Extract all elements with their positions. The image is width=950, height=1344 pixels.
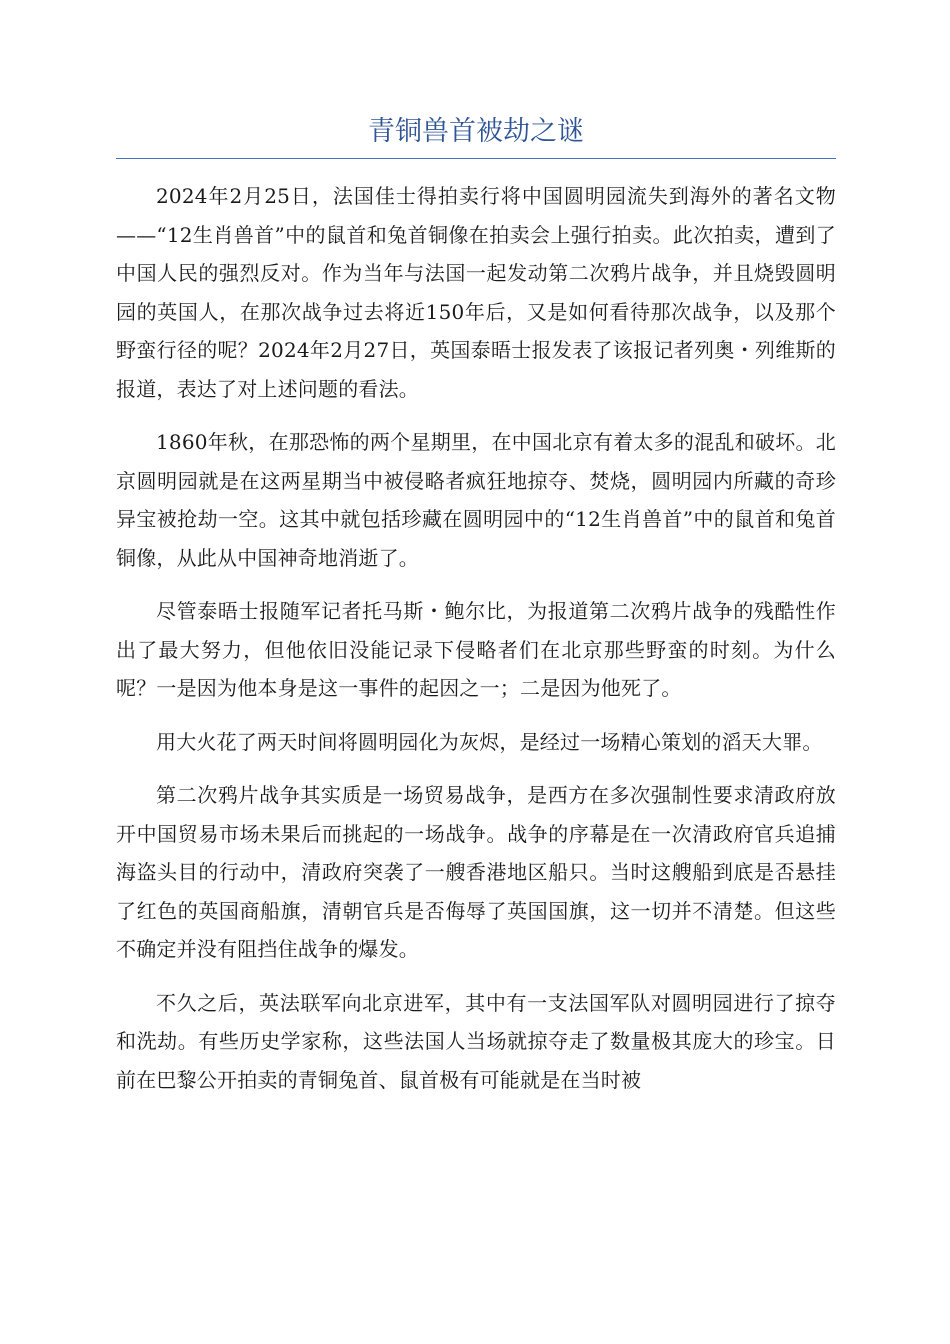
- document-page: [116, 108, 836, 1114]
- paragraph: 用大火花了两天时间将圆明园化为灰烬，是经过一场精心策划的滔天大罪。: [156, 729, 823, 754]
- paragraph: 2024年2月25日，法国佳士得拍卖行将中国圆明园流失到海外的著名文物——“12生肖兽首”中的鼠首和兔首铜像在拍卖会上强行拍卖。此次拍卖，遭到了中国人民的强烈反对。作为当年与法国一起发动第二次鸦片战争，并且烧毁圆明园的英国人，在那次战争过去将近150年后，又是如何看待那次战争，以及那个野蛮行径的呢？2024年2月27日，英国泰晤士报发表了该报记者列奥・列维斯的报道，表达了对上述问题的看法。: [116, 184, 836, 401]
- paragraph: 1860年秋，在那恐怖的两个星期里，在中国北京有着太多的混乱和破坏。北京圆明园就是在这两星期当中被侵略者疯狂地掠夺、焚烧，圆明园内所藏的奇珍异宝被抢劫一空。这其中就包括珍藏在圆明园中的“12生肖兽首”中的鼠首和兔首铜像，从此从中国神奇地消逝了。: [116, 430, 836, 570]
- document-title: 青铜兽首被劫之谜: [116, 108, 836, 159]
- paragraph: 尽管泰晤士报随军记者托马斯・鲍尔比，为报道第二次鸦片战争的残酷性作出了最大努力，但他依旧没能记录下侵略者们在北京那些野蛮的时刻。为什么呢？一是因为他本身是这一事件的起因之一；二是因为他死了。: [116, 599, 836, 700]
- paragraph: 第二次鸦片战争其实质是一场贸易战争，是西方在多次强制性要求清政府放开中国贸易市场未果后而挑起的一场战争。战争的序幕是在一次清政府官兵追捕海盗头目的行动中，清政府突袭了一艘香港地区船只。当时这艘船到底是否悬挂了红色的英国商船旗，清朝官兵是否侮辱了英国国旗，这一切并不清楚。但这些不确定并没有阻挡住战争的爆发。: [116, 783, 836, 961]
- document-body: [116, 177, 836, 1099]
- paragraph: 不久之后，英法联军向北京进军，其中有一支法国军队对圆明园进行了掠夺和洗劫。有些历史学家称，这些法国人当场就掠夺走了数量极其庞大的珍宝。日前在巴黎公开拍卖的青铜兔首、鼠首极有可能就是在当时被: [116, 990, 836, 1092]
